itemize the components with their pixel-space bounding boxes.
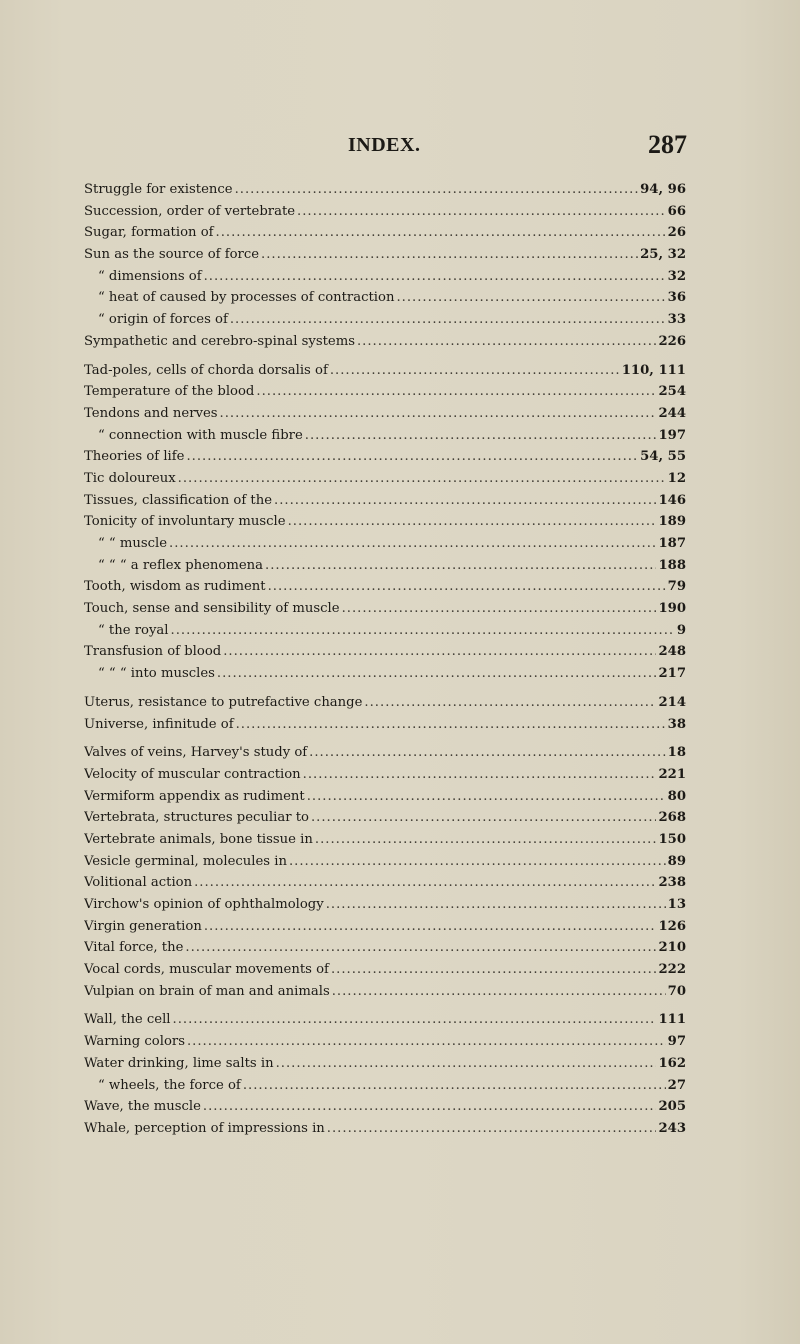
dot-leader — [396, 290, 665, 305]
dot-leader — [289, 854, 666, 869]
index-entry — [84, 745, 686, 767]
dot-leader — [307, 789, 666, 804]
index-entry — [84, 204, 686, 226]
entry-pages: 94, 96 — [640, 182, 686, 197]
entry-text: Transfusion of blood — [84, 644, 222, 660]
index-entries — [84, 182, 686, 1143]
dot-leader — [243, 1078, 666, 1093]
index-entry — [84, 334, 686, 356]
dot-leader — [216, 225, 666, 240]
entry-text: Valves of veins, Harvey's study of — [84, 745, 308, 761]
entry-text: “ “ muscle — [98, 536, 168, 551]
index-entry — [84, 384, 686, 406]
dot-leader — [236, 717, 666, 732]
entry-pages: 110, 111 — [621, 362, 686, 378]
entry-text: Vital force, the — [84, 940, 184, 956]
entry-text: Wall, the cell — [84, 1012, 171, 1028]
index-entry — [84, 984, 686, 1006]
entry-text: Succession, order of vertebrate — [84, 203, 296, 219]
entry-pages: 38 — [667, 716, 686, 732]
index-entry — [84, 810, 686, 832]
entry-text: Tic doloureux — [84, 470, 176, 486]
dot-leader — [357, 334, 657, 349]
entry-pages: 221 — [658, 766, 686, 782]
entry-text: Vertebrate animals, bone tissue in — [84, 831, 313, 847]
index-entry — [84, 579, 686, 601]
entry-pages: 89 — [667, 853, 686, 869]
dot-leader — [342, 601, 657, 616]
index-entry — [84, 558, 686, 580]
entry-pages: 32 — [667, 268, 686, 284]
entry-pages: 188 — [658, 557, 686, 573]
index-entry — [84, 247, 686, 269]
index-entry — [84, 406, 686, 428]
entry-pages: 268 — [658, 810, 686, 826]
entry-text: Warning colors — [84, 1034, 185, 1050]
entry-pages: 111 — [658, 1012, 686, 1028]
entry-pages: 243 — [658, 1120, 686, 1136]
index-entry — [84, 940, 686, 962]
entry-text: “ “ “ a reflex phenomena — [98, 557, 264, 573]
entry-text: Universe, infinitude of — [84, 716, 234, 732]
entry-text: Wave, the muscle — [84, 1099, 201, 1115]
entry-pages: 205 — [658, 1099, 686, 1115]
entry-pages: 210 — [658, 940, 686, 956]
entry-text: “ “ “ into muscles — [98, 666, 215, 682]
index-entry — [84, 428, 686, 450]
dot-leader — [178, 471, 666, 486]
running-title: INDEX. — [348, 134, 421, 156]
index-entry — [84, 514, 686, 536]
index-entry — [84, 312, 686, 334]
entry-pages: 238 — [658, 875, 686, 891]
dot-leader — [217, 666, 657, 681]
index-entry — [84, 449, 686, 471]
index-entry — [84, 471, 686, 493]
entry-pages: 33 — [667, 312, 686, 328]
index-entry — [84, 666, 686, 688]
index-entry — [84, 225, 686, 247]
index-entry — [84, 854, 686, 876]
entry-text: Sun as the source of force — [84, 247, 260, 263]
entry-pages: 162 — [658, 1055, 686, 1071]
entry-text: Whale, perception of impressions in — [84, 1120, 325, 1136]
entry-text: Velocity of muscular contraction — [84, 766, 301, 782]
entry-text: Uterus, resistance to putrefactive change — [84, 694, 363, 710]
dot-leader — [268, 579, 666, 594]
dot-leader — [311, 810, 657, 825]
entry-text: Touch, sense and sensibility of muscle — [84, 601, 340, 617]
entry-text: Tooth, wisdom as rudiment — [84, 579, 266, 595]
dot-leader — [309, 745, 665, 760]
index-entry — [84, 1034, 686, 1056]
dot-leader — [303, 767, 657, 782]
entry-pages: 226 — [658, 333, 686, 349]
entry-pages: 222 — [658, 962, 686, 978]
dot-leader — [171, 623, 675, 638]
dot-leader — [230, 312, 666, 327]
index-entry — [84, 962, 686, 984]
entry-pages: 26 — [667, 225, 686, 241]
entry-text: Theories of life — [84, 449, 185, 465]
index-entry — [84, 1078, 686, 1100]
index-entry — [84, 536, 686, 558]
index-entry — [84, 182, 686, 204]
dot-leader — [364, 695, 656, 710]
entry-text: Sympathetic and cerebro-spinal systems — [84, 333, 355, 349]
entry-pages: 126 — [658, 918, 686, 934]
entry-pages: 80 — [667, 788, 686, 804]
dot-leader — [315, 832, 657, 847]
entry-pages: 13 — [667, 897, 686, 912]
entry-pages: 150 — [658, 831, 686, 847]
entry-text: Vulpian on brain of man and animals — [84, 983, 330, 999]
dot-leader — [169, 536, 656, 551]
dot-leader — [256, 384, 656, 399]
entry-pages: 36 — [667, 290, 686, 306]
entry-pages: 217 — [658, 666, 686, 682]
dot-leader — [185, 940, 656, 955]
index-entry — [84, 1121, 686, 1143]
dot-leader — [332, 984, 666, 999]
dot-leader — [204, 919, 657, 934]
dot-leader — [194, 875, 656, 890]
entry-pages: 79 — [667, 579, 686, 595]
dot-leader — [326, 897, 666, 912]
entry-text: Tad-poles, cells of chorda dorsalis of — [84, 362, 328, 378]
index-entry — [84, 789, 686, 811]
entry-text: Virgin generation — [84, 918, 202, 934]
index-entry — [84, 919, 686, 941]
entry-text: “ origin of forces of — [98, 312, 228, 328]
index-entry — [84, 290, 686, 312]
entry-text: “ dimensions of — [98, 268, 202, 284]
entry-text: Struggle for existence — [84, 182, 233, 197]
index-entry — [84, 601, 686, 623]
entry-pages: 27 — [667, 1077, 686, 1093]
entry-pages: 248 — [658, 644, 686, 660]
page-number: 287 — [648, 130, 687, 159]
index-entry — [84, 363, 686, 385]
entry-pages: 187 — [658, 536, 686, 551]
dot-leader — [261, 247, 638, 262]
dot-leader — [186, 449, 638, 464]
dot-leader — [173, 1012, 657, 1027]
entry-text: Tonicity of involuntary muscle — [84, 514, 286, 530]
index-entry — [84, 1012, 686, 1034]
entry-pages: 214 — [658, 694, 686, 710]
dot-leader — [265, 558, 656, 573]
entry-text: Temperature of the blood — [84, 384, 255, 400]
dot-leader — [288, 514, 657, 529]
index-entry — [84, 623, 686, 645]
entry-pages: 190 — [658, 601, 686, 617]
dot-leader — [305, 428, 657, 443]
dot-leader — [330, 363, 620, 378]
index-entry — [84, 767, 686, 789]
entry-pages: 189 — [658, 514, 686, 530]
index-entry — [84, 875, 686, 897]
entry-text: “ wheels, the force of — [98, 1077, 241, 1093]
dot-leader — [223, 644, 656, 659]
index-entry — [84, 1056, 686, 1078]
index-entry — [84, 493, 686, 515]
dot-leader — [187, 1034, 666, 1049]
entry-text: Tissues, classification of the — [84, 492, 273, 508]
entry-pages: 254 — [658, 384, 686, 400]
dot-leader — [203, 1099, 657, 1114]
dot-leader — [274, 493, 656, 508]
entry-text: Water drinking, lime salts in — [84, 1055, 274, 1071]
entry-pages: 18 — [667, 745, 686, 761]
entry-pages: 12 — [667, 470, 686, 486]
index-entry — [84, 695, 686, 717]
entry-pages: 9 — [676, 622, 686, 638]
entry-text: “ the royal — [98, 622, 169, 638]
entry-text: Tendons and nerves — [84, 405, 218, 421]
dot-leader — [331, 962, 657, 977]
index-entry — [84, 269, 686, 291]
entry-pages: 25, 32 — [640, 247, 686, 263]
dot-leader — [235, 182, 639, 197]
index-entry — [84, 717, 686, 739]
page-header — [0, 130, 800, 168]
dot-leader — [276, 1056, 657, 1071]
entry-text: Virchow's opinion of ophthalmology — [84, 897, 324, 912]
index-entry — [84, 897, 686, 919]
entry-pages: 244 — [658, 405, 686, 421]
entry-text: Sugar, formation of — [84, 225, 214, 241]
index-entry — [84, 832, 686, 854]
entry-pages: 97 — [667, 1034, 686, 1050]
dot-leader — [327, 1121, 657, 1136]
dot-leader — [204, 269, 666, 284]
dot-leader — [220, 406, 657, 421]
entry-pages: 146 — [658, 492, 686, 508]
index-entry — [84, 1099, 686, 1121]
entry-text: “ heat of caused by processes of contraction — [98, 290, 395, 306]
dot-leader — [297, 204, 666, 219]
entry-text: Vertebrata, structures peculiar to — [84, 810, 309, 826]
entry-pages: 70 — [667, 983, 686, 999]
entry-pages: 54, 55 — [640, 449, 686, 465]
entry-text: Volitional action — [84, 875, 193, 891]
entry-text: Vesicle germinal, molecules in — [84, 853, 287, 869]
entry-pages: 66 — [667, 203, 686, 219]
entry-text: “ connection with muscle fibre — [98, 427, 303, 443]
entry-text: Vermiform appendix as rudiment — [84, 788, 305, 804]
index-entry — [84, 644, 686, 666]
entry-text: Vocal cords, muscular movements of — [84, 962, 329, 978]
entry-pages: 197 — [658, 427, 686, 443]
